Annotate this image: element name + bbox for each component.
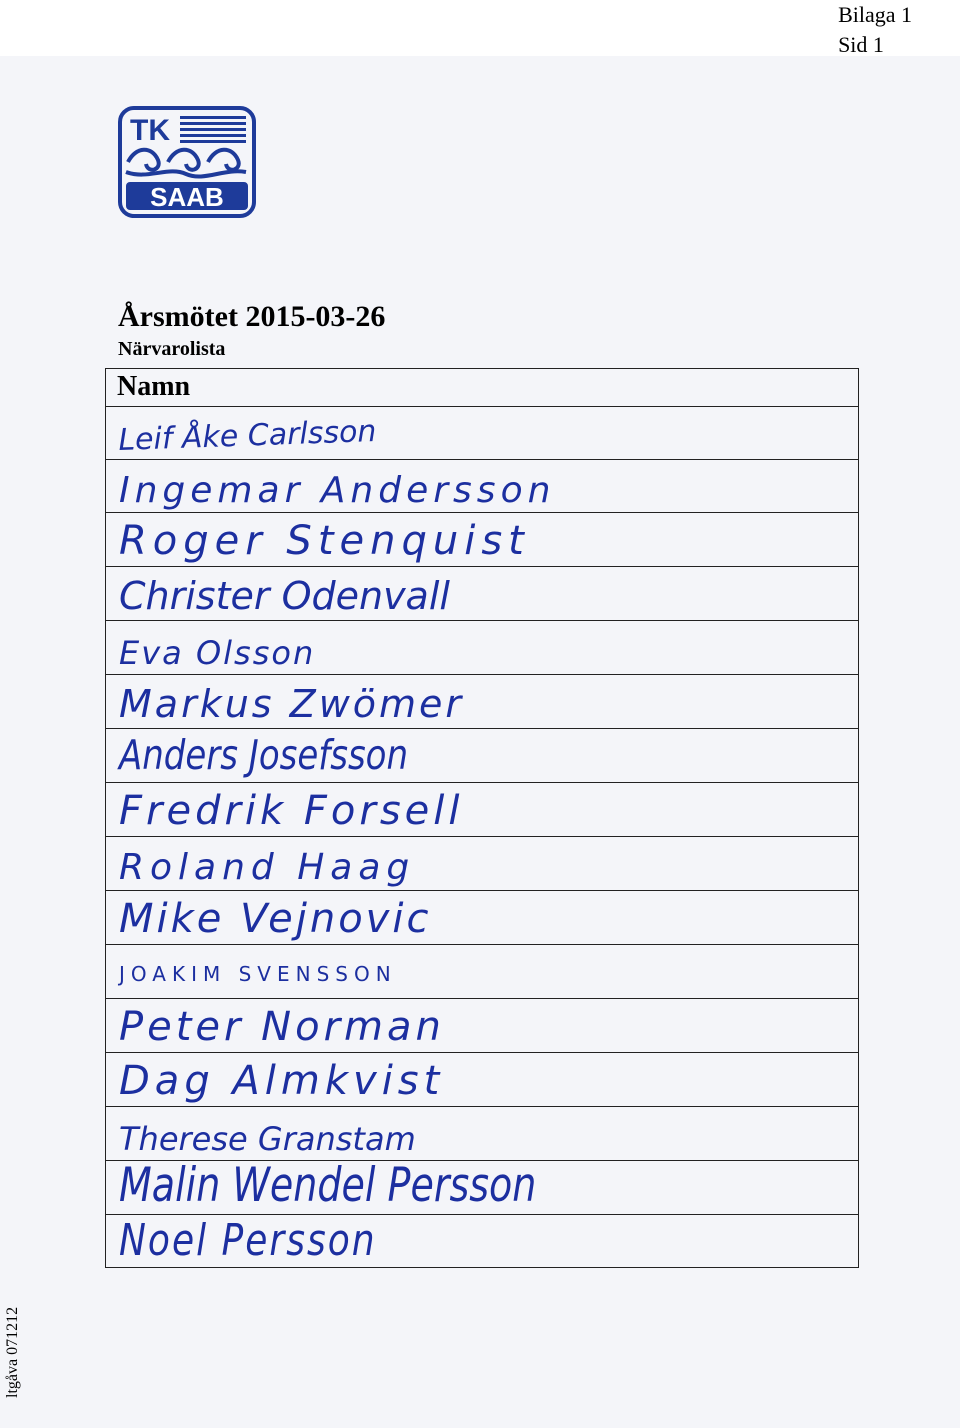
signature-row <box>105 566 859 620</box>
signature-row <box>105 1157 859 1214</box>
signature: Dag Almkvist <box>119 1058 445 1104</box>
signature: Mike Vejnovic <box>119 896 432 942</box>
page-number: Sid 1 <box>838 32 884 57</box>
signature-row <box>105 620 859 674</box>
signature-row <box>105 406 859 460</box>
signature-row <box>105 728 859 782</box>
logo-top-text: TK <box>130 114 170 147</box>
signature: Fredrik Forsell <box>119 788 464 834</box>
signature-row <box>105 674 859 728</box>
signature-row <box>105 459 859 513</box>
signature-row <box>105 1214 859 1268</box>
document-title: Årsmötet 2015-03-26 <box>118 300 386 333</box>
signature: Eva Olsson <box>119 634 316 672</box>
signature-row <box>105 836 859 890</box>
tk-saab-logo <box>118 106 256 218</box>
signature: Anders Josefsson <box>119 732 409 780</box>
column-header-namn: Namn <box>117 371 191 402</box>
signature-row <box>105 1052 859 1106</box>
signature-row <box>105 1106 859 1160</box>
signature-row <box>105 944 859 998</box>
signature: Roger Stenquist <box>119 518 530 564</box>
signature-row <box>105 782 859 836</box>
side-note: ltgåva 071212 <box>4 1306 21 1398</box>
signature: Therese Granstam <box>119 1120 416 1158</box>
signature: Markus Zwömer <box>119 682 465 726</box>
page-label <box>838 0 912 60</box>
attachment-label: Bilaga 1 <box>838 2 912 27</box>
attendance-table <box>105 368 859 1268</box>
signature: Ingemar Andersson <box>119 470 556 511</box>
signature: JOAKIM SVENSSON <box>119 962 397 986</box>
signature: Christer Odenvall <box>119 574 450 618</box>
signature: Roland Haag <box>119 847 416 888</box>
signature-row <box>105 998 859 1052</box>
signature-row <box>105 512 859 566</box>
wave-icon <box>126 150 246 177</box>
signature: Leif Åke Carlsson <box>117 414 377 458</box>
signature: Noel Persson <box>119 1216 377 1266</box>
logo-bottom-text: SAAB <box>150 182 224 212</box>
signature: Peter Norman <box>119 1004 445 1050</box>
signature: Malin Wendel Persson <box>119 1157 537 1212</box>
signature-row <box>105 890 859 944</box>
document-subtitle: Närvarolista <box>118 338 226 360</box>
